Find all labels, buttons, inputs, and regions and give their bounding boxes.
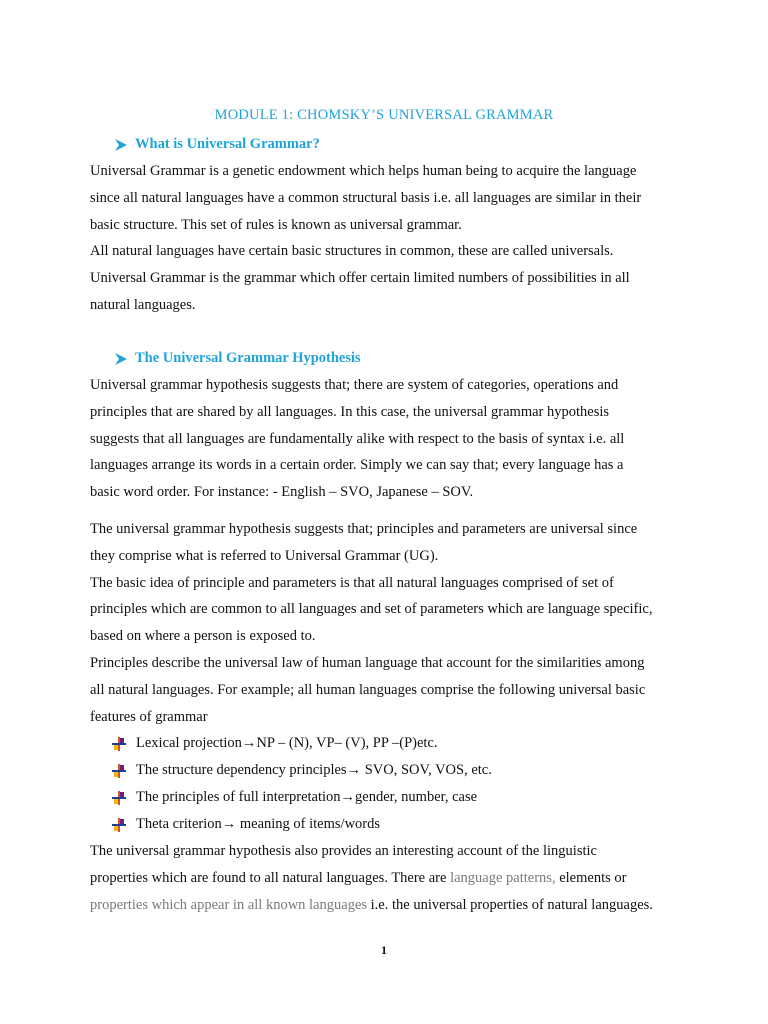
list-item [112, 789, 477, 806]
paragraph-principles-parameters [90, 516, 690, 730]
text-line: languages arrange its words in a certain order. Simply we can say that; every language has a [90, 457, 624, 474]
list-item-text: Lexical projection→NP – (N), VP– (V), PP –(P)etc. [136, 735, 438, 751]
list-item-text: Theta criterion→ meaning of items/words [136, 816, 381, 832]
text-run: elements or [555, 869, 627, 886]
bullet-marker-icon [112, 791, 126, 805]
text-line: all natural languages. For example; all human languages comprise the following universal basic [90, 681, 646, 698]
section-heading-what-is-ug [113, 136, 320, 153]
text-line: Universal Grammar is the grammar which offer certain limited numbers of possibilities in all [90, 270, 630, 287]
text-line [90, 892, 690, 919]
arrowhead-icon [113, 352, 129, 366]
section-heading-text: What is Universal Grammar? [135, 136, 320, 152]
language-patterns-link[interactable]: language patterns, [450, 869, 556, 886]
text-line: The universal grammar hypothesis suggests that; principles and parameters are universal since [90, 521, 638, 537]
text-line: basic structure. This set of rules is known as universal grammar. [90, 216, 462, 233]
list-item [112, 816, 380, 833]
list-item-text: The principles of full interpretation→gender, number, case [136, 789, 478, 805]
text-line: All natural languages have certain basic structures in common, these are called universals. [90, 243, 614, 260]
paragraph-hypothesis [90, 372, 690, 506]
list-item [112, 735, 438, 752]
bullet-marker-icon [112, 764, 126, 778]
list-item-text: The structure dependency principles→ SVO, SOV, VOS, etc. [136, 762, 492, 778]
section-heading-text: The Universal Grammar Hypothesis [135, 350, 361, 366]
text-line: principles that are shared by all languages. In this case, the universal grammar hypothesis [90, 403, 610, 420]
text-line: basic word order. For instance: - English – SVO, Japanese – SOV. [90, 484, 474, 501]
text-line: Universal Grammar is a genetic endowment which helps human being to acquire the language [90, 163, 637, 179]
paragraph-linguistic-properties [90, 838, 690, 918]
bullet-marker-icon [112, 737, 126, 751]
text-line: The universal grammar hypothesis also provides an interesting account of the linguistic [90, 843, 597, 859]
section-heading-ug-hypothesis [113, 350, 361, 367]
text-line: based on where a person is exposed to. [90, 628, 316, 645]
text-line: principles which are common to all languages and set of parameters which are language specific, [90, 601, 653, 618]
paragraph-definition [90, 158, 690, 319]
text-line: suggests that all languages are fundamentally alike with respect to the basis of syntax i.e. all [90, 430, 625, 447]
text-line: Principles describe the universal law of human language that account for the similarities among [90, 654, 645, 671]
universal-properties-link[interactable]: properties which appear in all known languages [90, 896, 368, 913]
bullet-marker-icon [112, 818, 126, 832]
text-line: The basic idea of principle and parameters is that all natural languages comprised of set of [90, 574, 614, 591]
text-line: Universal grammar hypothesis suggests that; there are system of categories, operations and [90, 377, 619, 393]
page-title: MODULE 1: CHOMSKY’S UNIVERSAL GRAMMAR [214, 107, 554, 123]
text-line: natural languages. [90, 296, 196, 313]
page-number: 1 [381, 943, 387, 957]
arrowhead-icon [113, 138, 129, 152]
text-line [90, 865, 690, 892]
text-run: properties which are found to all natural languages. There are [90, 869, 451, 886]
text-line: they comprise what is referred to Universal Grammar (UG). [90, 547, 439, 564]
text-line: features of grammar [90, 708, 208, 725]
text-line: since all natural languages have a common structural basis i.e. all languages are similar in their [90, 189, 642, 206]
text-run: i.e. the universal properties of natural languages. [367, 896, 653, 913]
list-item [112, 762, 492, 779]
